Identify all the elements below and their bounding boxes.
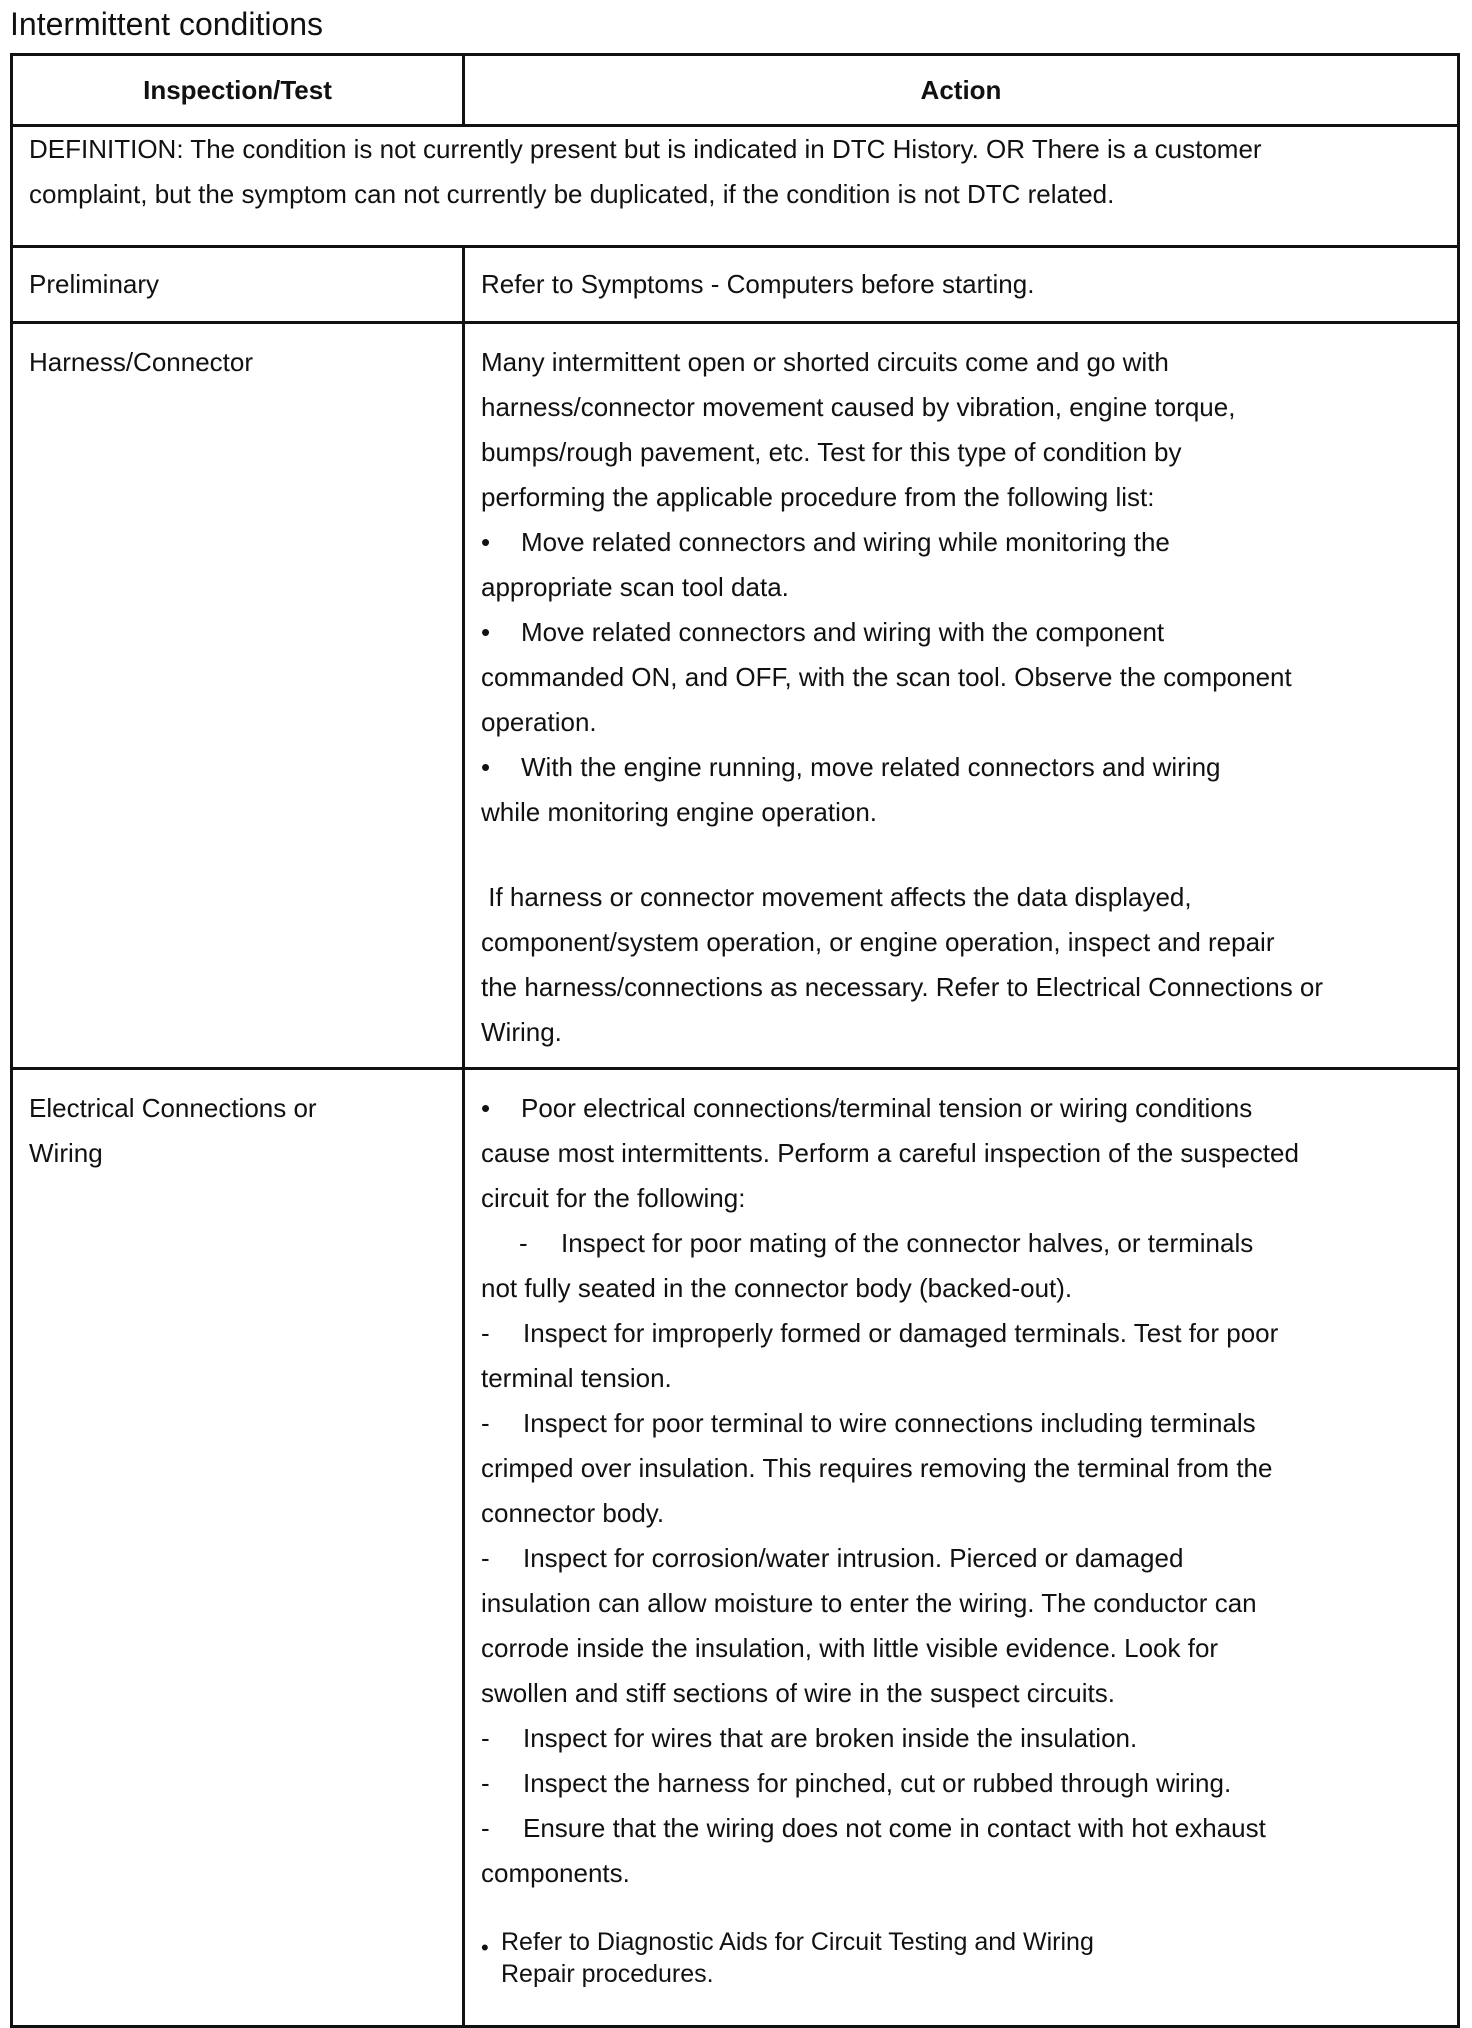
dash-item: - Ensure that the wiring does not come in contact with hot exhaust: [481, 1806, 1441, 1851]
bullet-item: • Move related connectors and wiring while monitoring the: [481, 520, 1441, 565]
text-line: operation.: [481, 707, 597, 737]
text-line: the harness/connections as necessary. Refer to Electrical Connections or: [481, 972, 1324, 1002]
bullet-item: • Poor electrical connections/terminal tension or wiring conditions: [481, 1086, 1441, 1131]
bullet-icon: •: [481, 1093, 491, 1123]
harness-action: [464, 323, 1459, 1069]
dash-item: - Inspect for wires that are broken inside the insulation.: [481, 1716, 1441, 1761]
text-line: cause most intermittents. Perform a careful inspection of the suspected: [481, 1138, 1299, 1168]
text-line: while monitoring engine operation.: [481, 797, 878, 827]
dash-item: - Inspect for corrosion/water intrusion. Pierced or damaged: [481, 1536, 1441, 1581]
text-line: circuit for the following:: [481, 1183, 746, 1213]
bullet-icon: •: [481, 752, 491, 782]
electrical-label: Electrical Connections or Wiring: [12, 1069, 464, 2027]
text-line: swollen and stiff sections of wire in the suspect circuits.: [481, 1678, 1115, 1708]
dash-icon: -: [481, 1543, 490, 1573]
dash-icon: -: [519, 1228, 528, 1258]
page-title: Intermittent conditions: [10, 6, 324, 42]
text-line: terminal tension.: [481, 1363, 672, 1393]
definition-cell: [12, 126, 1459, 247]
text-line: components.: [481, 1858, 630, 1888]
preliminary-label: Preliminary: [12, 247, 464, 323]
text-line: corrode inside the insulation, with little visible evidence. Look for: [481, 1633, 1219, 1663]
preliminary-action: Refer to Symptoms - Computers before starting.: [464, 247, 1459, 323]
reference-note: • Refer to Diagnostic Aids for Circuit Testing and Wiring Repair procedures.: [481, 1928, 1094, 1988]
dash-item: - Inspect for poor mating of the connector halves, or terminals: [481, 1221, 1441, 1266]
dash-icon: -: [481, 1768, 490, 1798]
text-line: commanded ON, and OFF, with the scan tool. Observe the component: [481, 662, 1292, 692]
table-row: [12, 323, 1459, 1069]
text-line: appropriate scan tool data.: [481, 572, 789, 602]
dash-icon: -: [481, 1408, 490, 1438]
harness-label: Harness/Connector: [12, 323, 464, 1069]
definition-line: complaint, but the symptom can not currently be duplicated, if the condition is not DTC related.: [29, 179, 1115, 209]
dash-item: - Inspect the harness for pinched, cut or rubbed through wiring.: [481, 1761, 1441, 1806]
dash-icon: -: [481, 1318, 490, 1348]
header-inspection-test: Inspection/Test: [12, 55, 464, 126]
dash-item: - Inspect for improperly formed or damaged terminals. Test for poor: [481, 1311, 1441, 1356]
text-line: Wiring.: [481, 1017, 562, 1047]
text-line: component/system operation, or engine operation, inspect and repair: [481, 927, 1275, 957]
bullet-icon: •: [481, 617, 491, 647]
text-line: bumps/rough pavement, etc. Test for this type of condition by: [481, 437, 1182, 467]
text-line: Many intermittent open or shorted circuits come and go with: [481, 347, 1169, 377]
bullet-item: • Move related connectors and wiring with the component: [481, 610, 1441, 655]
dash-icon: -: [481, 1723, 490, 1753]
text-line: not fully seated in the connector body (backed-out).: [481, 1273, 1073, 1303]
bullet-icon: •: [481, 527, 491, 557]
spacer: [481, 835, 1441, 875]
definition-line: DEFINITION: The condition is not currently present but is indicated in DTC History. OR There is a customer: [29, 134, 1262, 164]
dash-item: - Inspect for poor terminal to wire connections including terminals: [481, 1401, 1441, 1446]
text-line: harness/connector movement caused by vibration, engine torque,: [481, 392, 1236, 422]
text-line: insulation can allow moisture to enter the wiring. The conductor can: [481, 1588, 1257, 1618]
bullet-item: • With the engine running, move related connectors and wiring: [481, 745, 1441, 790]
dash-icon: -: [481, 1813, 490, 1843]
text-line: performing the applicable procedure from the following list:: [481, 482, 1155, 512]
header-action: Action: [464, 55, 1459, 126]
electrical-action: [464, 1069, 1459, 2027]
text-line: If harness or connector movement affects the data displayed,: [481, 882, 1192, 912]
text-line: connector body.: [481, 1498, 665, 1528]
table-header-row: [12, 55, 1459, 126]
bullet-icon: •: [481, 1935, 489, 1960]
text-line: crimped over insulation. This requires removing the terminal from the: [481, 1453, 1273, 1483]
table-row: [12, 1069, 1459, 2027]
definition-row: [12, 126, 1459, 247]
inspection-table: [10, 53, 1460, 2028]
table-row: [12, 247, 1459, 323]
